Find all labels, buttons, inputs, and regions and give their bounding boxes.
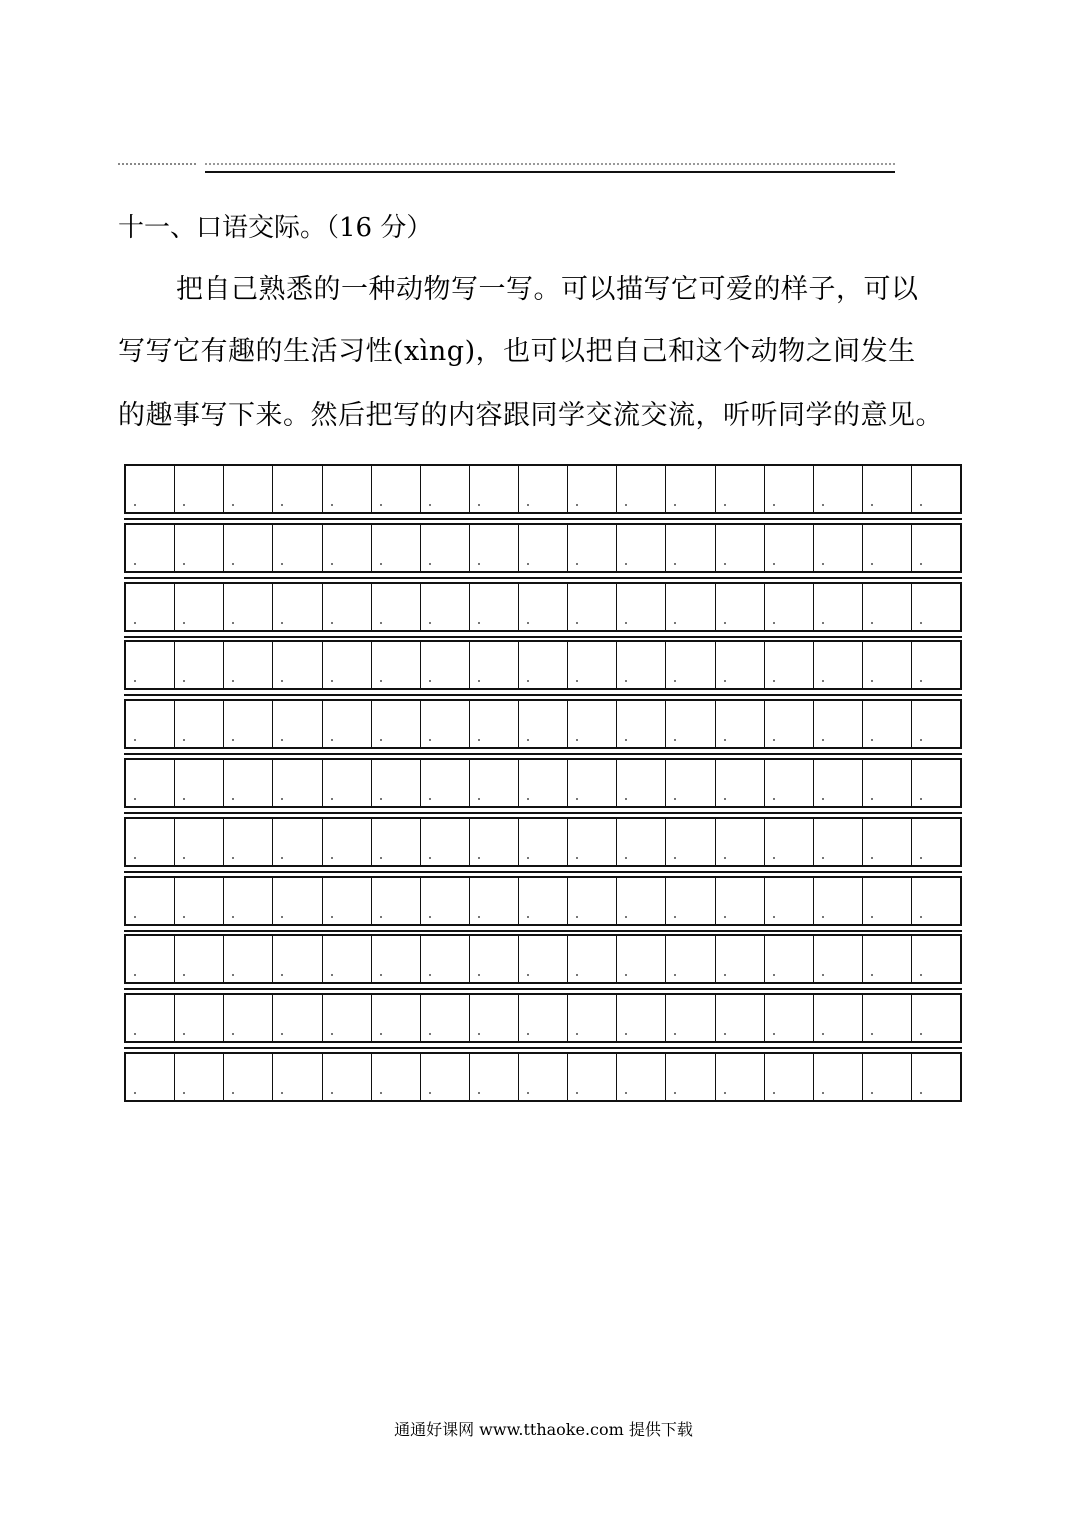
grid-cell[interactable]: [421, 701, 470, 747]
top-dotted-rule: [205, 163, 895, 165]
grid-cell[interactable]: [863, 819, 912, 865]
grid-cell[interactable]: [912, 525, 960, 571]
grid-cell[interactable]: [175, 936, 224, 982]
grid-cell[interactable]: [224, 701, 273, 747]
grid-cell[interactable]: [863, 936, 912, 982]
prompt-line-3: 的趣事写下来。然后把写的内容跟同学交流交流，听听同学的意见。: [118, 400, 943, 431]
grid-cell[interactable]: [814, 819, 863, 865]
grid-cell[interactable]: [666, 1054, 715, 1100]
grid-cell[interactable]: [617, 760, 666, 806]
grid-cell[interactable]: [568, 1054, 617, 1100]
grid-row-separator: [124, 871, 962, 873]
grid-cell[interactable]: [470, 466, 519, 512]
grid-cell[interactable]: [273, 642, 322, 688]
grid-cell[interactable]: [273, 936, 322, 982]
grid-cell[interactable]: [568, 584, 617, 630]
grid-cell[interactable]: [519, 819, 568, 865]
grid-cell[interactable]: [765, 878, 814, 924]
grid-cell[interactable]: [617, 878, 666, 924]
grid-cell[interactable]: [716, 819, 765, 865]
grid-cell[interactable]: [224, 642, 273, 688]
grid-cell[interactable]: [666, 584, 715, 630]
grid-row: [124, 640, 962, 690]
grid-cell[interactable]: [519, 936, 568, 982]
grid-cell[interactable]: [224, 878, 273, 924]
grid-cell[interactable]: [273, 584, 322, 630]
grid-cell[interactable]: [421, 878, 470, 924]
grid-cell[interactable]: [126, 819, 175, 865]
grid-row: [124, 582, 962, 632]
grid-cell[interactable]: [421, 1054, 470, 1100]
grid-cell[interactable]: [323, 760, 372, 806]
grid-cell[interactable]: [568, 878, 617, 924]
grid-cell[interactable]: [126, 878, 175, 924]
grid-cell[interactable]: [421, 995, 470, 1041]
grid-cell[interactable]: [273, 819, 322, 865]
grid-cell[interactable]: [568, 466, 617, 512]
grid-cell[interactable]: [470, 525, 519, 571]
grid-cell[interactable]: [224, 466, 273, 512]
grid-cell[interactable]: [126, 760, 175, 806]
grid-cell[interactable]: [175, 584, 224, 630]
grid-cell[interactable]: [666, 760, 715, 806]
grid-cell[interactable]: [421, 936, 470, 982]
footer-credit: 通通好课网 www.tthaoke.com 提供下载: [394, 1420, 693, 1439]
grid-cell[interactable]: [666, 466, 715, 512]
grid-cell[interactable]: [863, 995, 912, 1041]
grid-cell[interactable]: [666, 701, 715, 747]
grid-row-separator: [124, 636, 962, 638]
grid-cell[interactable]: [470, 760, 519, 806]
grid-cell[interactable]: [323, 936, 372, 982]
grid-cell[interactable]: [617, 584, 666, 630]
top-dotted-rule-left: [118, 163, 196, 167]
grid-cell[interactable]: [617, 525, 666, 571]
grid-cell[interactable]: [224, 995, 273, 1041]
grid-cell[interactable]: [912, 819, 960, 865]
grid-cell[interactable]: [519, 642, 568, 688]
grid-row: [124, 464, 962, 514]
grid-cell[interactable]: [716, 760, 765, 806]
grid-row: [124, 1052, 962, 1102]
grid-cell[interactable]: [421, 584, 470, 630]
grid-cell[interactable]: [912, 936, 960, 982]
grid-row-separator: [124, 577, 962, 579]
prompt-line-1: 把自己熟悉的一种动物写一写。可以描写它可爱的样子，可以: [176, 274, 919, 305]
grid-cell[interactable]: [863, 878, 912, 924]
grid-cell[interactable]: [372, 584, 421, 630]
grid-cell[interactable]: [814, 701, 863, 747]
grid-cell[interactable]: [716, 878, 765, 924]
grid-cell[interactable]: [470, 1054, 519, 1100]
grid-cell[interactable]: [716, 1054, 765, 1100]
grid-cell[interactable]: [421, 642, 470, 688]
grid-cell[interactable]: [765, 819, 814, 865]
grid-cell[interactable]: [323, 466, 372, 512]
grid-cell[interactable]: [666, 525, 715, 571]
grid-cell[interactable]: [568, 760, 617, 806]
grid-cell[interactable]: [175, 878, 224, 924]
grid-cell[interactable]: [323, 642, 372, 688]
grid-cell[interactable]: [519, 1054, 568, 1100]
grid-row-separator: [124, 812, 962, 814]
grid-cell[interactable]: [716, 936, 765, 982]
grid-cell[interactable]: [814, 525, 863, 571]
grid-cell[interactable]: [421, 525, 470, 571]
grid-cell[interactable]: [323, 819, 372, 865]
grid-cell[interactable]: [372, 1054, 421, 1100]
grid-cell[interactable]: [765, 760, 814, 806]
grid-row: [124, 993, 962, 1043]
grid-cell[interactable]: [175, 525, 224, 571]
grid-cell[interactable]: [175, 642, 224, 688]
grid-cell[interactable]: [912, 995, 960, 1041]
grid-cell[interactable]: [126, 584, 175, 630]
grid-cell[interactable]: [814, 936, 863, 982]
grid-cell[interactable]: [912, 760, 960, 806]
grid-cell[interactable]: [273, 995, 322, 1041]
grid-row-separator: [124, 930, 962, 932]
grid-cell[interactable]: [372, 878, 421, 924]
grid-cell[interactable]: [470, 819, 519, 865]
top-rule: [205, 171, 895, 173]
grid-row: [124, 699, 962, 749]
grid-cell[interactable]: [863, 525, 912, 571]
grid-cell[interactable]: [470, 584, 519, 630]
grid-cell[interactable]: [175, 1054, 224, 1100]
grid-row-separator: [124, 1047, 962, 1049]
grid-cell[interactable]: [716, 525, 765, 571]
grid-cell[interactable]: [273, 701, 322, 747]
grid-row-separator: [124, 988, 962, 990]
grid-cell[interactable]: [421, 760, 470, 806]
grid-cell[interactable]: [323, 1054, 372, 1100]
grid-cell[interactable]: [126, 466, 175, 512]
grid-row: [124, 523, 962, 573]
grid-cell[interactable]: [323, 584, 372, 630]
grid-cell[interactable]: [912, 701, 960, 747]
grid-cell[interactable]: [470, 936, 519, 982]
grid-cell[interactable]: [912, 878, 960, 924]
grid-cell[interactable]: [765, 701, 814, 747]
grid-cell[interactable]: [273, 760, 322, 806]
grid-cell[interactable]: [863, 1054, 912, 1100]
grid-cell[interactable]: [126, 642, 175, 688]
grid-cell[interactable]: [126, 525, 175, 571]
grid-cell[interactable]: [666, 995, 715, 1041]
grid-row: [124, 758, 962, 808]
grid-cell[interactable]: [814, 995, 863, 1041]
prompt-line-2: 写写它有趣的生活习性(xìng)，也可以把自己和这个动物之间发生: [118, 336, 916, 367]
grid-cell[interactable]: [617, 701, 666, 747]
grid-cell[interactable]: [519, 760, 568, 806]
grid-cell[interactable]: [126, 995, 175, 1041]
grid-cell[interactable]: [372, 466, 421, 512]
grid-cell[interactable]: [765, 466, 814, 512]
grid-cell[interactable]: [273, 525, 322, 571]
grid-cell[interactable]: [912, 584, 960, 630]
grid-cell[interactable]: [765, 642, 814, 688]
grid-cell[interactable]: [175, 819, 224, 865]
grid-cell[interactable]: [126, 936, 175, 982]
grid-cell[interactable]: [912, 466, 960, 512]
grid-cell[interactable]: [568, 995, 617, 1041]
grid-cell[interactable]: [617, 642, 666, 688]
grid-cell[interactable]: [863, 584, 912, 630]
grid-cell[interactable]: [175, 995, 224, 1041]
grid-cell[interactable]: [814, 760, 863, 806]
grid-cell[interactable]: [666, 819, 715, 865]
grid-row: [124, 876, 962, 926]
grid-cell[interactable]: [470, 701, 519, 747]
grid-cell[interactable]: [716, 701, 765, 747]
grid-cell[interactable]: [519, 584, 568, 630]
grid-cell[interactable]: [372, 760, 421, 806]
grid-cell[interactable]: [568, 936, 617, 982]
grid-cell[interactable]: [863, 760, 912, 806]
grid-cell[interactable]: [666, 878, 715, 924]
grid-cell[interactable]: [519, 995, 568, 1041]
grid-cell[interactable]: [617, 819, 666, 865]
grid-cell[interactable]: [617, 936, 666, 982]
grid-cell[interactable]: [470, 878, 519, 924]
grid-cell[interactable]: [863, 466, 912, 512]
grid-cell[interactable]: [814, 878, 863, 924]
grid-cell[interactable]: [470, 995, 519, 1041]
grid-cell[interactable]: [126, 1054, 175, 1100]
grid-cell[interactable]: [765, 936, 814, 982]
grid-cell[interactable]: [224, 819, 273, 865]
grid-row-separator: [124, 694, 962, 696]
grid-cell[interactable]: [912, 642, 960, 688]
grid-cell[interactable]: [175, 701, 224, 747]
grid-cell[interactable]: [372, 936, 421, 982]
grid-cell[interactable]: [519, 525, 568, 571]
grid-cell[interactable]: [912, 1054, 960, 1100]
grid-cell[interactable]: [224, 584, 273, 630]
grid-cell[interactable]: [519, 701, 568, 747]
grid-cell[interactable]: [372, 525, 421, 571]
grid-cell[interactable]: [372, 995, 421, 1041]
section-title: 十一、口语交际。（16 分）: [118, 213, 433, 243]
grid-row: [124, 934, 962, 984]
grid-cell[interactable]: [617, 995, 666, 1041]
grid-cell[interactable]: [568, 642, 617, 688]
grid-cell[interactable]: [175, 466, 224, 512]
grid-cell[interactable]: [568, 701, 617, 747]
grid-row: [124, 817, 962, 867]
grid-cell[interactable]: [273, 466, 322, 512]
grid-cell[interactable]: [765, 584, 814, 630]
grid-cell[interactable]: [323, 878, 372, 924]
grid-cell[interactable]: [323, 995, 372, 1041]
grid-cell[interactable]: [666, 936, 715, 982]
grid-cell[interactable]: [617, 1054, 666, 1100]
grid-cell[interactable]: [863, 701, 912, 747]
grid-cell[interactable]: [519, 878, 568, 924]
grid-cell[interactable]: [666, 642, 715, 688]
grid-cell[interactable]: [617, 466, 666, 512]
grid-cell[interactable]: [568, 525, 617, 571]
grid-cell[interactable]: [863, 642, 912, 688]
grid-cell[interactable]: [814, 584, 863, 630]
grid-cell[interactable]: [224, 1054, 273, 1100]
grid-cell[interactable]: [224, 936, 273, 982]
grid-cell[interactable]: [323, 701, 372, 747]
grid-cell[interactable]: [814, 642, 863, 688]
grid-cell[interactable]: [470, 642, 519, 688]
grid-cell[interactable]: [224, 760, 273, 806]
grid-cell[interactable]: [421, 466, 470, 512]
grid-cell[interactable]: [126, 701, 175, 747]
grid-cell[interactable]: [716, 584, 765, 630]
grid-cell[interactable]: [765, 995, 814, 1041]
grid-cell[interactable]: [372, 819, 421, 865]
grid-cell[interactable]: [372, 642, 421, 688]
grid-cell[interactable]: [273, 878, 322, 924]
grid-cell[interactable]: [323, 525, 372, 571]
grid-cell[interactable]: [519, 466, 568, 512]
grid-cell[interactable]: [175, 760, 224, 806]
grid-cell[interactable]: [814, 1054, 863, 1100]
grid-row-separator: [124, 753, 962, 755]
grid-cell[interactable]: [765, 525, 814, 571]
grid-cell[interactable]: [421, 819, 470, 865]
grid-row-separator: [124, 518, 962, 520]
grid-cell[interactable]: [716, 995, 765, 1041]
grid-cell[interactable]: [814, 466, 863, 512]
grid-cell[interactable]: [224, 525, 273, 571]
grid-cell[interactable]: [716, 642, 765, 688]
grid-cell[interactable]: [568, 819, 617, 865]
grid-cell[interactable]: [716, 466, 765, 512]
grid-cell[interactable]: [273, 1054, 322, 1100]
grid-cell[interactable]: [765, 1054, 814, 1100]
grid-cell[interactable]: [372, 701, 421, 747]
